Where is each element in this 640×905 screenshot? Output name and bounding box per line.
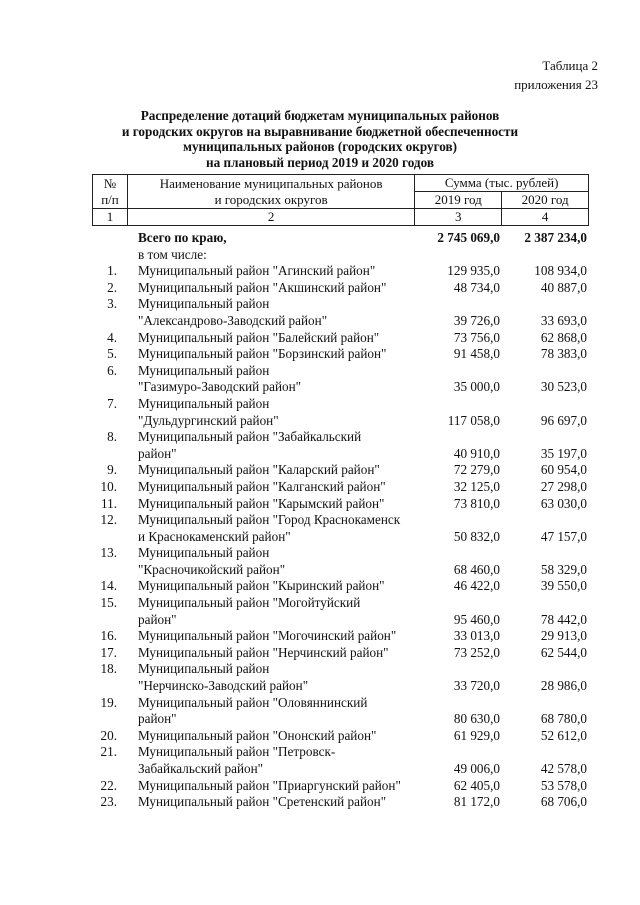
row-value-2019: 40 910,0 <box>453 445 500 461</box>
row-value-2020: 60 954,0 <box>540 462 587 478</box>
row-number: 22. <box>100 777 117 793</box>
row-name-line2: район" <box>138 711 177 727</box>
row-value-2020: 30 523,0 <box>540 379 587 395</box>
row-number: 23. <box>100 794 117 810</box>
row-name <box>127 695 415 728</box>
header-number <box>93 175 128 209</box>
title-line: муниципальных районов (городских округов) <box>182 139 458 154</box>
row-value-2020: 78 442,0 <box>540 611 587 627</box>
row-name-line1: Муниципальный район "Могойтуйский <box>138 595 361 611</box>
title-line: и городских округов на выравнивание бюджетной обеспеченности <box>121 123 519 139</box>
row-value-2019: 49 006,0 <box>453 761 500 776</box>
row-value-2020: 68 780,0 <box>540 711 587 727</box>
appendix-number: приложения 23 <box>514 77 598 92</box>
row-name <box>127 479 415 496</box>
row-number: 12. <box>100 512 117 528</box>
row-value-2019: 95 460,0 <box>453 611 500 627</box>
table-row <box>92 462 589 479</box>
row-name-line1: Муниципальный район "Забайкальский <box>138 429 362 445</box>
row-name-line2: район" <box>138 445 177 461</box>
row-value-2020: 96 697,0 <box>540 412 587 428</box>
table-row <box>92 429 589 462</box>
row-name-line1: Муниципальный район "Ононский район" <box>138 727 377 743</box>
row-value-2020: 53 578,0 <box>540 777 587 793</box>
table-row <box>92 628 589 645</box>
row-number: 15. <box>100 595 117 611</box>
row-name <box>127 396 415 429</box>
table-row <box>92 330 589 347</box>
row-value-2019: 33 720,0 <box>453 678 500 694</box>
total-label: Всего по краю, <box>138 230 227 245</box>
row-value-2019: 117 058,0 <box>447 412 500 428</box>
row-value-2019: 73 810,0 <box>453 495 500 511</box>
row-number: 17. <box>100 644 117 660</box>
row-value-2019: 73 756,0 <box>453 329 500 345</box>
row-value-2019: 81 172,0 <box>453 794 500 810</box>
row-name <box>127 346 415 363</box>
row-name <box>127 794 415 811</box>
row-name-line2: "Нерчинско-Заводский район" <box>138 678 309 694</box>
table-row <box>92 280 589 297</box>
row-value-2020: 40 887,0 <box>540 279 587 295</box>
row-value-2019: 50 832,0 <box>453 528 500 544</box>
row-name <box>127 628 415 645</box>
table-row <box>92 578 589 595</box>
row-name <box>127 578 415 595</box>
title-line: Распределение дотаций бюджетам муниципальных районов <box>140 108 500 123</box>
subtotal-caption-row <box>92 247 589 264</box>
row-name-line1: Муниципальный район <box>138 545 270 561</box>
row-value-2020: 62 868,0 <box>540 329 587 345</box>
row-name <box>127 296 415 329</box>
table-number: Таблица 2 <box>542 58 598 73</box>
row-number: 8. <box>107 429 117 445</box>
row-name <box>127 661 415 694</box>
row-value-2020: 52 612,0 <box>540 727 587 743</box>
row-name-line1: Муниципальный район "Каларский район" <box>138 462 380 478</box>
row-value-2020: 58 329,0 <box>540 561 587 577</box>
row-number: 19. <box>100 694 117 710</box>
row-name-line2: и Краснокаменский район" <box>138 528 291 544</box>
header-name <box>127 175 414 209</box>
row-name-line2: "Александрово-Заводский район" <box>138 312 328 328</box>
column-index-4: 4 <box>502 209 589 226</box>
row-name <box>127 645 415 662</box>
row-number: 4. <box>107 329 117 345</box>
row-number: 5. <box>107 346 117 362</box>
row-name <box>127 363 415 396</box>
row-name-line1: Муниципальный район <box>138 296 270 312</box>
row-value-2019: 48 734,0 <box>453 279 500 295</box>
row-name <box>127 728 415 745</box>
row-name-line1: Муниципальный район "Карымский район" <box>138 495 385 511</box>
row-name-line2: "Газимуро-Заводский район" <box>138 379 302 395</box>
row-name-line1: Муниципальный район "Агинский район" <box>138 263 376 279</box>
row-value-2019: 32 125,0 <box>453 478 500 494</box>
row-name <box>127 263 415 280</box>
row-name <box>127 280 415 297</box>
column-index-1: 1 <box>93 209 128 226</box>
row-number: 16. <box>100 628 117 644</box>
column-index-3: 3 <box>415 209 502 226</box>
row-name-line1: Муниципальный район <box>138 362 270 378</box>
row-name <box>127 462 415 479</box>
row-name-line2: "Дульдургинский район" <box>138 412 279 428</box>
row-name-line1: Муниципальный район "Борзинский район" <box>138 346 387 362</box>
row-number: 13. <box>100 545 117 561</box>
row-number: 1. <box>107 263 117 279</box>
header-name-line2: и городских округов <box>214 191 328 207</box>
table-row <box>92 346 589 363</box>
row-value-2020: 68 706,0 <box>540 794 587 810</box>
table-row <box>92 645 589 662</box>
row-name-line1: Муниципальный район "Приаргунский район" <box>138 777 401 793</box>
row-name-line1: Муниципальный район "Сретенский район" <box>138 794 387 810</box>
row-name-line2: район" <box>138 611 177 627</box>
row-name-line2: "Красночикойский район" <box>138 561 286 577</box>
subtotal-caption: в том числе: <box>138 246 207 262</box>
row-value-2019: 129 935,0 <box>447 263 500 279</box>
document-title <box>70 108 570 170</box>
row-name <box>127 429 415 462</box>
row-number: 9. <box>107 462 117 478</box>
total-2020: 2 387 234,0 <box>524 230 587 245</box>
row-name <box>127 330 415 347</box>
table-row <box>92 479 589 496</box>
data-table <box>92 230 589 811</box>
row-name-line1: Муниципальный район "Кыринский район" <box>138 578 385 594</box>
header-number-line2: п/п <box>101 191 119 207</box>
row-value-2019: 80 630,0 <box>453 711 500 727</box>
row-value-2020: 47 157,0 <box>540 528 587 544</box>
row-value-2020: 108 934,0 <box>534 263 587 279</box>
table-row <box>92 778 589 795</box>
table-row <box>92 512 589 545</box>
row-number: 11. <box>101 495 117 511</box>
table-row <box>92 744 589 777</box>
row-name-line1: Муниципальный район "Балейский район" <box>138 329 380 345</box>
row-value-2019: 61 929,0 <box>453 727 500 743</box>
table-row <box>92 595 589 628</box>
row-name-line1: Муниципальный район "Город Краснокаменск <box>138 512 401 528</box>
header-sum: Сумма (тыс. рублей) <box>415 175 589 192</box>
row-name <box>127 496 415 513</box>
row-name-line1: Муниципальный район "Акшинский район" <box>138 279 387 295</box>
row-value-2020: 33 693,0 <box>540 312 587 328</box>
row-value-2020: 27 298,0 <box>540 478 587 494</box>
header-2019: 2019 год <box>415 192 502 209</box>
row-number: 14. <box>100 578 117 594</box>
row-value-2020: 35 197,0 <box>540 445 587 461</box>
row-value-2019: 46 422,0 <box>453 578 500 594</box>
row-number: 3. <box>107 296 117 312</box>
table-reference <box>514 56 598 94</box>
table-header <box>92 174 589 226</box>
row-value-2019: 62 405,0 <box>453 777 500 793</box>
row-name <box>127 545 415 578</box>
row-name-line1: Муниципальный район "Петровск- <box>138 744 336 760</box>
total-row <box>92 230 589 247</box>
title-line: на плановый период 2019 и 2020 годов <box>206 154 434 170</box>
row-value-2019: 72 279,0 <box>453 462 500 478</box>
row-number: 21. <box>100 744 117 760</box>
row-value-2020: 28 986,0 <box>540 678 587 694</box>
row-name <box>127 512 415 545</box>
row-number: 10. <box>100 478 117 494</box>
row-name <box>127 595 415 628</box>
table-row <box>92 695 589 728</box>
table-row <box>92 794 589 811</box>
row-name-line1: Муниципальный район <box>138 395 270 411</box>
row-name-line2: Забайкальский район" <box>138 761 264 776</box>
table-row <box>92 545 589 578</box>
row-number: 18. <box>100 661 117 677</box>
table-row <box>92 296 589 329</box>
row-number: 2. <box>107 279 117 295</box>
header-number-line1: № <box>103 175 117 191</box>
table-row <box>92 661 589 694</box>
table-row <box>92 728 589 745</box>
table-row <box>92 396 589 429</box>
row-value-2019: 91 458,0 <box>453 346 500 362</box>
table-row <box>92 363 589 396</box>
row-value-2019: 68 460,0 <box>453 561 500 577</box>
row-value-2020: 78 383,0 <box>540 346 587 362</box>
row-value-2019: 33 013,0 <box>453 628 500 644</box>
row-name-line1: Муниципальный район "Калганский район" <box>138 478 386 494</box>
header-2020: 2020 год <box>502 192 589 209</box>
row-name <box>127 778 415 795</box>
row-number: 7. <box>107 395 117 411</box>
row-value-2019: 39 726,0 <box>453 312 500 328</box>
table-row <box>92 496 589 513</box>
column-index-2: 2 <box>127 209 414 226</box>
row-value-2019: 35 000,0 <box>453 379 500 395</box>
row-name-line1: Муниципальный район "Нерчинский район" <box>138 644 389 660</box>
table-row <box>92 263 589 280</box>
row-value-2020: 29 913,0 <box>540 628 587 644</box>
row-name-line1: Муниципальный район "Оловяннинский <box>138 694 368 710</box>
row-value-2020: 62 544,0 <box>540 644 587 660</box>
row-number: 20. <box>100 727 117 743</box>
header-name-line1: Наименование муниципальных районов <box>159 175 383 191</box>
row-name-line1: Муниципальный район <box>138 661 270 677</box>
row-value-2020: 42 578,0 <box>540 761 587 776</box>
row-value-2019: 73 252,0 <box>453 644 500 660</box>
total-2019: 2 745 069,0 <box>437 230 500 245</box>
row-number: 6. <box>107 362 117 378</box>
row-value-2020: 63 030,0 <box>540 495 587 511</box>
row-name <box>127 744 415 777</box>
row-value-2020: 39 550,0 <box>540 578 587 594</box>
row-name-line1: Муниципальный район "Могочинский район" <box>138 628 397 644</box>
